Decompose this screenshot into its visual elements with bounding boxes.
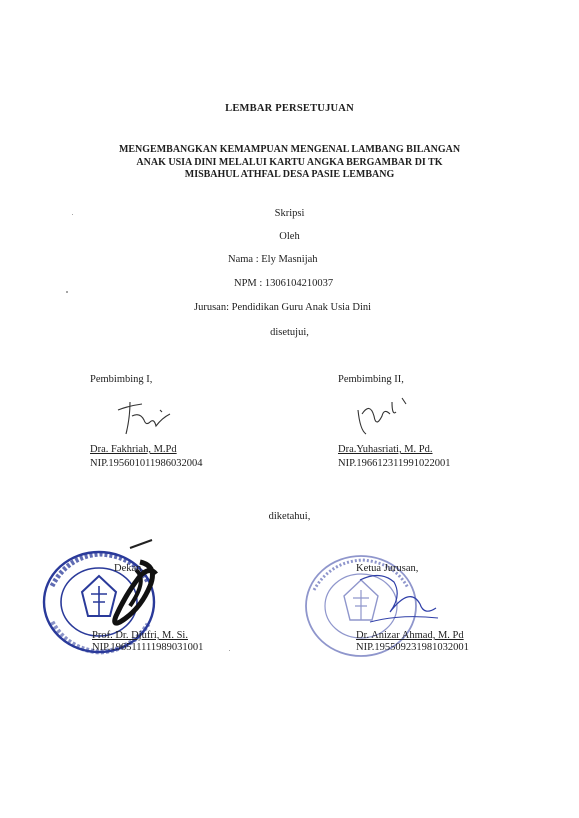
- page-title: LEMBAR PERSETUJUAN: [225, 103, 354, 114]
- scan-speck: [66, 291, 68, 293]
- head-nip: NIP.195509231981032001: [356, 642, 469, 653]
- author-npm: NPM : 1306104210037: [234, 278, 334, 289]
- approved-label: disetujui,: [270, 327, 309, 338]
- supervisor-2-role: Pembimbing II,: [338, 374, 404, 385]
- head-role: Ketua Jurusan,: [356, 563, 419, 574]
- dean-signature: [100, 536, 170, 632]
- supervisor-2-name: Dra.Yuhasriati, M. Pd.: [338, 444, 433, 455]
- by-label: Oleh: [279, 231, 300, 242]
- supervisor-1-name: Dra. Fakhriah, M.Pd: [90, 444, 177, 455]
- supervisor-2-nip: NIP.196612311991022001: [338, 458, 451, 469]
- scan-speck: [72, 214, 73, 215]
- scan-speck: [229, 650, 230, 651]
- known-label: diketahui,: [268, 511, 311, 522]
- dean-nip: NIP.196511111989031001: [92, 642, 204, 653]
- dean-name: Prof. Dr. Djufri, M. Si.: [92, 630, 188, 641]
- head-name: Dr. Anizar Ahmad, M. Pd: [356, 630, 464, 641]
- supervisor-1-role: Pembimbing I,: [90, 374, 153, 385]
- thesis-title: [0, 144, 579, 182]
- author-name: Nama : Ely Masnijah: [228, 254, 318, 265]
- thesis-title-line-2: ANAK USIA DINI MELALUI KARTU ANGKA BERGAMBAR DI TK: [136, 156, 443, 168]
- supervisor-1-signature: [110, 396, 190, 440]
- document-type: Skripsi: [274, 208, 305, 219]
- supervisor-2-signature: [352, 394, 422, 442]
- thesis-title-line-3: MISBAHUL ATHFAL DESA PASIE LEMBANG: [184, 169, 395, 180]
- supervisor-1-nip: NIP.195601011986032004: [90, 458, 203, 469]
- dean-role: Dekan,: [114, 563, 145, 574]
- thesis-title-line-1: MENGEMBANGKAN KEMAMPUAN MENGENAL LAMBANG BILANGAN: [118, 144, 461, 155]
- author-department: Jurusan: Pendidikan Guru Anak Usia Dini: [194, 302, 372, 313]
